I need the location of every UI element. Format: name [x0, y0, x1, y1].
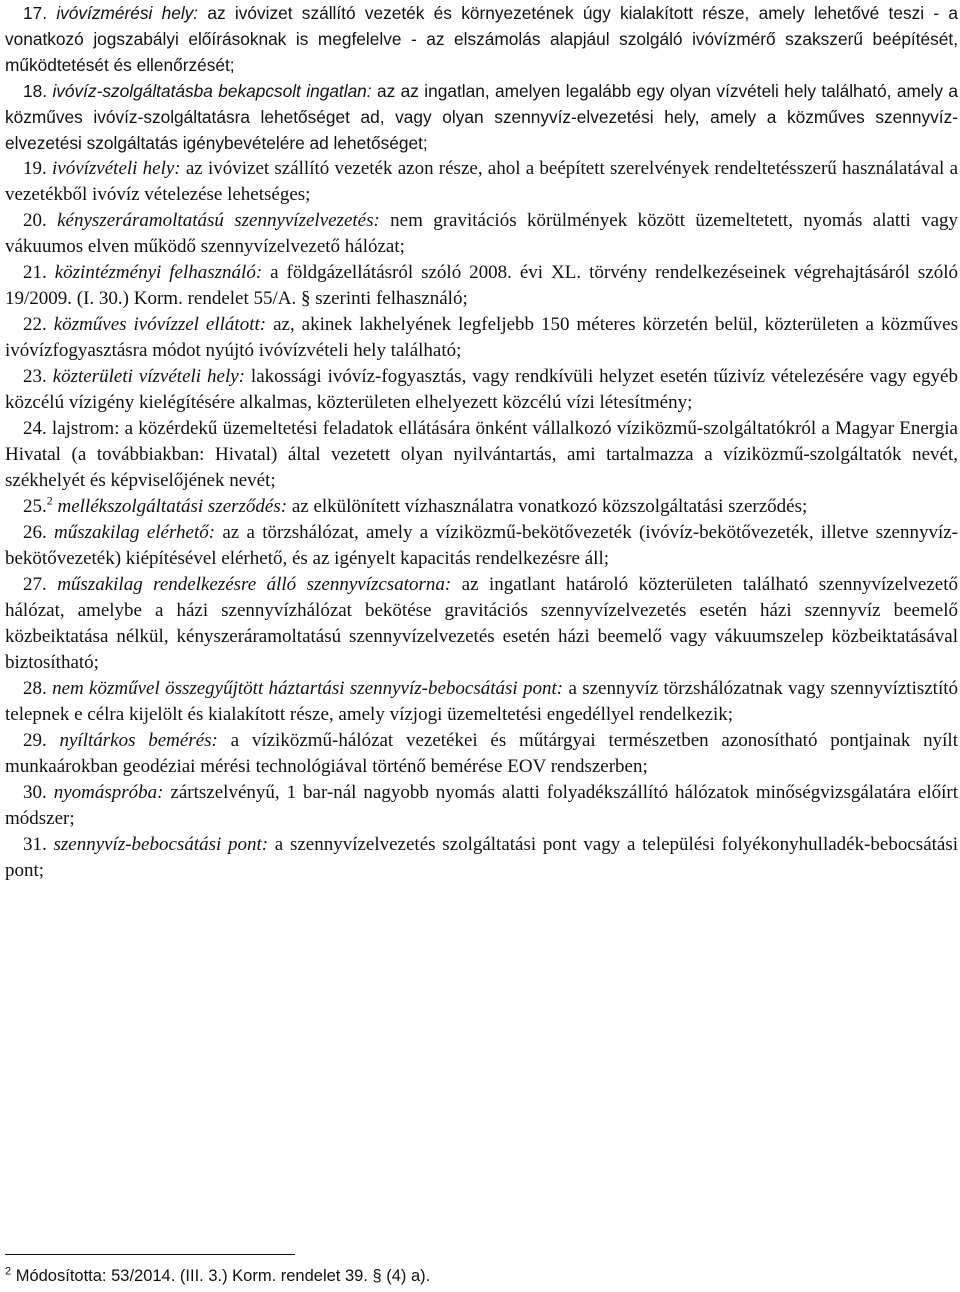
definition-text: a víziközmű-hálózat vezetékei és műtárgyai természetben azonosítható pontjainak nyílt munkaárokban geodéziai mérési technológiával történő bemérése EOV rendszerben; [5, 730, 958, 777]
item-number: 19. [23, 158, 47, 179]
footnote-text: Módosította: 53/2014. (III. 3.) Korm. rendelet 39. § (4) a). [11, 1267, 431, 1285]
item-number: 26. [23, 522, 47, 543]
definition-item-18 [5, 78, 958, 156]
defined-term: ivóvíz-szolgáltatásba bekapcsolt ingatlan: [52, 81, 372, 101]
definition-item-20 [5, 208, 958, 260]
item-number: 23. [23, 366, 47, 387]
item-number: 27. [23, 574, 47, 595]
item-number: 22. [23, 314, 47, 335]
definition-text: zártszelvényű, 1 bar-nál nagyobb nyomás alatti folyadékszállító hálózatok minőségvizsgálatára előírt módszer; [5, 782, 959, 829]
defined-term: nyíltárkos bemérés: [59, 730, 218, 751]
definition-item-30 [5, 780, 958, 832]
definition-text: az elkülönített vízhasználatra vonatkozó közszolgáltatási szerződés; [287, 496, 808, 517]
defined-term: nyomáspróba: [53, 782, 164, 803]
definition-item-22 [5, 312, 958, 364]
definition-text: lajstrom: a közérdekű üzemeltetési feladatok ellátására önként vállalkozó víziközmű-szolgáltatókról a Magyar Energia Hivatal (a továbbiakban: Hivatal) által vezetett olyan nyilvántartás, ami tartalmazza a víziközmű-szolgáltatók nevét, székhelyét és képviselőjének nevét; [5, 418, 958, 491]
item-number: 30. [23, 782, 47, 803]
defined-term: ivóvízvételi hely: [51, 158, 181, 179]
defined-term: nem közművel összegyűjtött háztartási szennyvíz-bebocsátási pont: [52, 678, 564, 699]
defined-term: kényszeráramoltatású szennyvízelvezetés: [57, 210, 380, 231]
footnote-reference[interactable]: 2 [46, 493, 53, 508]
definition-text: az, akinek lakhelyének legfeljebb 150 méteres körzetén belül, közterületen a közműves ivóvízfogyasztásra módot nyújtó ivóvízvételi hely található; [5, 314, 959, 361]
definition-item-21 [5, 260, 958, 312]
definition-item-19 [5, 156, 958, 208]
definition-text: az a törzshálózat, amely a víziközmű-bekötővezeték (ivóvíz-bekötővezeték, illetve szennyvíz-bekötővezeték) kiépítésével elérhető, és az igényelt kapacitás rendelkezésre áll; [5, 522, 958, 569]
defined-term: mellékszolgáltatási szerződés: [57, 496, 288, 517]
item-number: 31. [23, 834, 47, 855]
definition-text: az ivóvizet szállító vezeték és környezetének úgy kialakított része, amely lehetővé teszi - a vonatkozó jogszabályi előírásoknak is megfelelve - az elszámolás alapjául szolgáló ivóvízmérő szakszerű beépítését, működtetését és ellenőrzését; [5, 3, 958, 75]
item-number: 25. [23, 496, 47, 517]
definition-text: lakossági ivóvíz-fogyasztás, vagy rendkívüli helyzet esetén tűzivíz vételezésére vagy egyéb közcélú vízigény kielégítésére alkalmas, közterületen elhelyezett közcélú vízi létesítmény; [5, 366, 958, 413]
item-number: 20. [23, 210, 47, 231]
item-number: 28. [23, 678, 47, 699]
definition-item-26 [5, 520, 958, 572]
defined-term: közintézményi felhasználó: [54, 262, 263, 283]
item-number: 17. [23, 3, 48, 23]
definition-item-24 [5, 416, 958, 494]
definition-text: az ivóvizet szállító vezeték azon része, ahol a beépített szerelvények rendeltetésszerű használatával a vezetékből ivóvíz vételezése lehetséges; [5, 158, 958, 205]
item-number: 24. [23, 418, 47, 439]
definition-text: nem gravitációs körülmények között üzemeltetett, nyomás alatti vagy vákuumos elven működő szennyvízelvezető hálózat; [5, 210, 959, 257]
definitions-list [5, 0, 958, 884]
definition-item-17 [5, 0, 958, 78]
defined-term: közműves ivóvízzel ellátott: [53, 314, 267, 335]
item-number: 29. [23, 730, 47, 751]
item-number: 21. [23, 262, 47, 283]
footnote-divider [5, 1254, 295, 1255]
definition-item-28 [5, 676, 958, 728]
definition-item-31 [5, 832, 958, 884]
defined-term: közterületi vízvételi hely: [52, 366, 245, 387]
footnote-marker: 2 [5, 1265, 12, 1278]
definition-text: az ingatlant határoló közterületen található szennyvízelvezető hálózat, amelybe a házi szennyvízhálózat bekötése gravitációs szennyvízelvezetés esetén házi szennyvíz beemelő közbeiktatása nélkül, kényszeráramoltatású szennyvízelvezetés esetén házi beemelő vagy vákuumszelep közbeiktatásával biztosítható; [5, 574, 958, 673]
item-number: 18. [23, 81, 48, 101]
defined-term: műszakilag elérhető: [54, 522, 216, 543]
definition-item-29 [5, 728, 958, 780]
definition-text: a szennyvízelvezetés szolgáltatási pont vagy a települési folyékonyhulladék-bebocsátási pont; [5, 834, 959, 881]
definition-item-23 [5, 364, 958, 416]
definition-text: a szennyvíz törzshálózatnak vagy szennyvíztisztító telepnek e célra kijelölt és kialakított része, amely vízjogi üzemeltetési engedéllyel rendelkezik; [5, 678, 959, 725]
definition-text: a földgázellátásról szóló 2008. évi XL. törvény rendelkezéseinek végrehajtásáról szóló 19/2009. (I. 30.) Korm. rendelet 55/A. § szerinti felhasználó; [5, 262, 958, 309]
footnote [5, 1265, 430, 1287]
definition-item-25 [5, 494, 958, 520]
defined-term: szennyvíz-bebocsátási pont: [53, 834, 269, 855]
definition-text: az az ingatlan, amelyen legalább egy olyan vízvételi hely található, amely a közműves ivóvíz-szolgáltatásra lehetőséget ad, vagy olyan szennyvíz-elvezetési hely, amely a közműves szennyvíz-elvezetési szolgáltatás igénybevételére ad lehetőséget; [5, 81, 958, 153]
definition-item-27 [5, 572, 958, 676]
defined-term: ivóvízmérési hely: [56, 3, 199, 23]
defined-term: műszakilag rendelkezésre álló szennyvízcsatorna: [57, 574, 452, 595]
